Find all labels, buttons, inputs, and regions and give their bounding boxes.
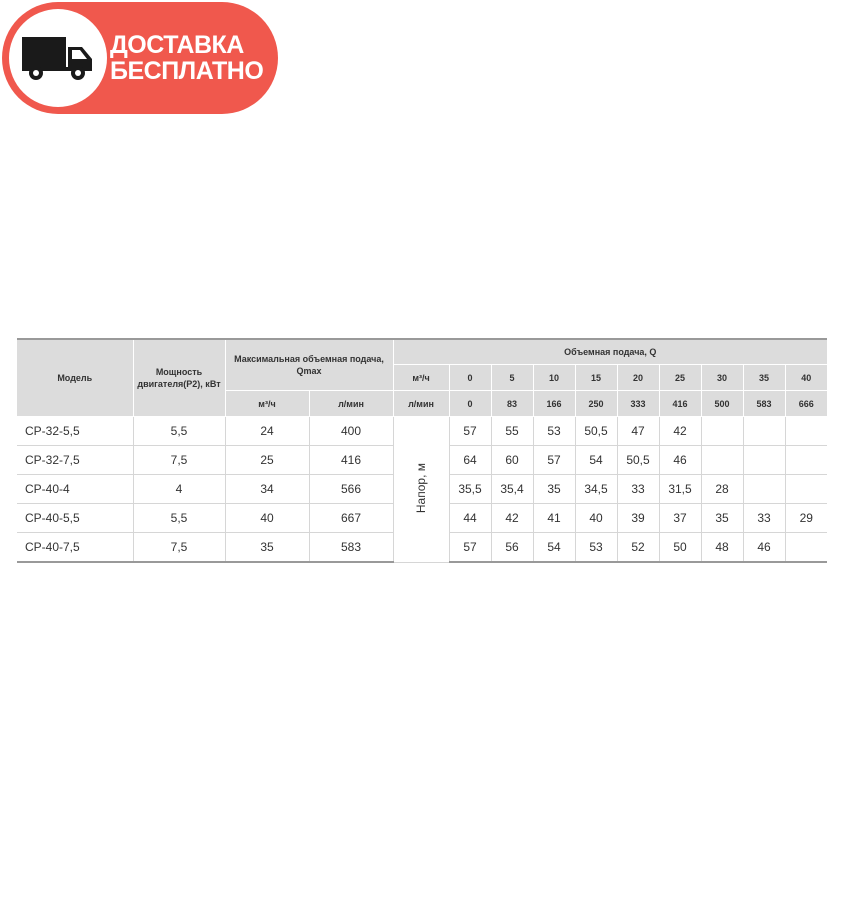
head-value-cell: 42 xyxy=(491,504,533,533)
table-body xyxy=(17,417,827,563)
power-cell: 7,5 xyxy=(133,446,225,475)
head-value-cell: 37 xyxy=(659,504,701,533)
head-value-cell: 50,5 xyxy=(575,417,617,446)
flow-lmin-cell: 166 xyxy=(533,391,575,417)
head-value-cell: 60 xyxy=(491,446,533,475)
head-value-cell: 50,5 xyxy=(617,446,659,475)
header-power: Мощность двигателя(P2), кВт xyxy=(133,339,225,417)
header-model: Модель xyxy=(17,339,133,417)
head-value-cell xyxy=(785,417,827,446)
badge-icon-circle xyxy=(9,9,107,107)
flow-lmin-cell: 500 xyxy=(701,391,743,417)
head-value-cell: 57 xyxy=(533,446,575,475)
head-value-cell: 29 xyxy=(785,504,827,533)
qmax-lmin-cell: 583 xyxy=(309,533,393,563)
header-unit-m3: м³/ч xyxy=(393,365,449,391)
head-label: Напор, м xyxy=(414,462,429,513)
head-label-cell xyxy=(393,417,449,563)
head-value-cell: 53 xyxy=(575,533,617,563)
flow-m3-cell: 10 xyxy=(533,365,575,391)
flow-lmin-cell: 416 xyxy=(659,391,701,417)
flow-m3-cell: 20 xyxy=(617,365,659,391)
qmax-m3-cell: 25 xyxy=(225,446,309,475)
head-value-cell xyxy=(743,417,785,446)
head-value-cell xyxy=(785,533,827,563)
head-value-cell: 28 xyxy=(701,475,743,504)
model-cell: CP-32-7,5 xyxy=(17,446,133,475)
badge-line-1: ДОСТАВКА xyxy=(110,31,244,59)
head-value-cell: 42 xyxy=(659,417,701,446)
head-value-cell: 41 xyxy=(533,504,575,533)
head-value-cell: 35,4 xyxy=(491,475,533,504)
head-value-cell: 48 xyxy=(701,533,743,563)
head-value-cell: 33 xyxy=(743,504,785,533)
head-value-cell: 54 xyxy=(575,446,617,475)
pump-spec-table xyxy=(17,338,827,563)
badge-text xyxy=(110,32,263,84)
head-value-cell: 57 xyxy=(449,533,491,563)
head-value-cell: 35 xyxy=(533,475,575,504)
head-value-cell: 54 xyxy=(533,533,575,563)
head-value-cell: 40 xyxy=(575,504,617,533)
free-delivery-badge xyxy=(2,2,278,114)
head-value-cell xyxy=(785,446,827,475)
head-value-cell: 56 xyxy=(491,533,533,563)
qmax-m3-cell: 40 xyxy=(225,504,309,533)
qmax-lmin-cell: 566 xyxy=(309,475,393,504)
head-value-cell: 47 xyxy=(617,417,659,446)
head-value-cell: 46 xyxy=(659,446,701,475)
head-value-cell: 35,5 xyxy=(449,475,491,504)
head-value-cell: 57 xyxy=(449,417,491,446)
head-value-cell: 50 xyxy=(659,533,701,563)
qmax-m3-cell: 34 xyxy=(225,475,309,504)
flow-m3-cell: 5 xyxy=(491,365,533,391)
flow-lmin-cell: 0 xyxy=(449,391,491,417)
head-value-cell: 39 xyxy=(617,504,659,533)
header-qmax-lmin: л/мин xyxy=(309,391,393,417)
qmax-m3-cell: 35 xyxy=(225,533,309,563)
flow-lmin-cell: 250 xyxy=(575,391,617,417)
flow-lmin-cell: 83 xyxy=(491,391,533,417)
model-cell: CP-40-5,5 xyxy=(17,504,133,533)
flow-m3-cell: 35 xyxy=(743,365,785,391)
head-value-cell xyxy=(701,446,743,475)
power-cell: 7,5 xyxy=(133,533,225,563)
head-value-cell xyxy=(785,475,827,504)
head-value-cell: 33 xyxy=(617,475,659,504)
badge-line-2: БЕСПЛАТНО xyxy=(110,57,264,85)
head-value-cell xyxy=(701,417,743,446)
head-value-cell xyxy=(743,475,785,504)
table-row xyxy=(17,417,827,446)
model-cell: CP-32-5,5 xyxy=(17,417,133,446)
qmax-lmin-cell: 667 xyxy=(309,504,393,533)
truck-icon xyxy=(22,33,96,83)
header-unit-lmin: л/мин xyxy=(393,391,449,417)
head-value-cell: 34,5 xyxy=(575,475,617,504)
qmax-m3-cell: 24 xyxy=(225,417,309,446)
qmax-lmin-cell: 416 xyxy=(309,446,393,475)
flow-m3-cell: 25 xyxy=(659,365,701,391)
qmax-lmin-cell: 400 xyxy=(309,417,393,446)
header-flow: Объемная подача, Q xyxy=(393,339,827,365)
flow-m3-cell: 15 xyxy=(575,365,617,391)
model-cell: CP-40-7,5 xyxy=(17,533,133,563)
head-value-cell xyxy=(743,446,785,475)
head-value-cell: 46 xyxy=(743,533,785,563)
power-cell: 5,5 xyxy=(133,504,225,533)
head-value-cell: 44 xyxy=(449,504,491,533)
flow-lmin-cell: 666 xyxy=(785,391,827,417)
head-value-cell: 64 xyxy=(449,446,491,475)
power-cell: 5,5 xyxy=(133,417,225,446)
head-value-cell: 53 xyxy=(533,417,575,446)
head-value-cell: 31,5 xyxy=(659,475,701,504)
power-cell: 4 xyxy=(133,475,225,504)
header-qmax-m3: м³/ч xyxy=(225,391,309,417)
flow-lmin-cell: 333 xyxy=(617,391,659,417)
header-qmax: Максимальная объемная подача, Qmax xyxy=(225,339,393,391)
head-value-cell: 55 xyxy=(491,417,533,446)
model-cell: CP-40-4 xyxy=(17,475,133,504)
flow-m3-cell: 30 xyxy=(701,365,743,391)
flow-m3-cell: 40 xyxy=(785,365,827,391)
head-value-cell: 35 xyxy=(701,504,743,533)
head-value-cell: 52 xyxy=(617,533,659,563)
flow-m3-cell: 0 xyxy=(449,365,491,391)
flow-lmin-cell: 583 xyxy=(743,391,785,417)
